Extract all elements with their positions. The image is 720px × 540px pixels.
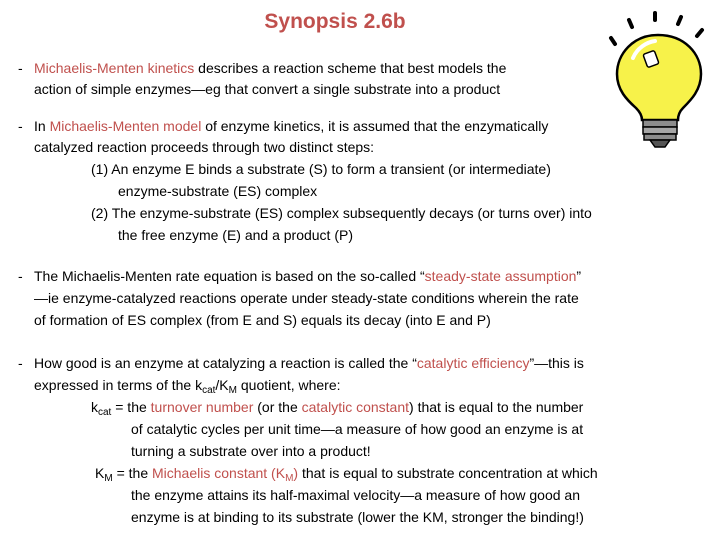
bullet1-line1: Michaelis-Menten kinetics describes a reaction scheme that best models the — [34, 60, 507, 76]
km-definition-cont: enzyme is at binding to its substrate (lower the KM, stronger the binding!) — [131, 509, 584, 525]
bullet2-step2-cont: the free enzyme (E) and a product (P) — [118, 227, 353, 243]
bullet-marker: - — [18, 60, 23, 76]
kcat-definition-cont: turning a substrate over into a product! — [131, 443, 371, 459]
bullet2-step1-cont: enzyme-substrate (ES) complex — [118, 183, 318, 199]
bullet4-line2: expressed in terms of the $k_{cat}/K_M$ quotient, where: — [34, 377, 341, 396]
bullet3-line3: of formation of ES complex (from E and S) equals its decay (into E and P) — [34, 312, 491, 328]
bullet3-line2: —ie enzyme-catalyzed reactions operate under steady-state conditions wherein the rate — [34, 290, 579, 306]
bullet2-step2: (2) The enzyme-substrate (ES) complex subsequently decays (or turns over) into — [91, 205, 592, 221]
bullet2-line2: catalyzed reaction proceeds through two distinct steps: — [34, 139, 375, 155]
bullet1-line2: action of simple enzymes—eg that convert a single substrate into a product — [34, 81, 501, 97]
bullet-marker: - — [18, 355, 23, 371]
bullet-marker: - — [18, 268, 23, 284]
kcat-definition-cont: of catalytic cycles per unit time—a measure of how good an enzyme is at — [131, 421, 584, 437]
light-bulb-icon — [605, 8, 717, 148]
bullet3-line1: The Michaelis-Menten rate equation is based on the so-called “steady-state assumption” — [34, 268, 582, 284]
bullet4-line1: How good is an enzyme at catalyzing a reaction is called the “catalytic efficiency”—this is — [34, 355, 584, 371]
slide-title: Synopsis 2.6b — [264, 10, 406, 33]
bullet-marker: - — [18, 118, 23, 134]
km-definition: $K_M$ = the Michaelis constant $(K_M)$ that is equal to substrate concentration at which — [95, 465, 598, 484]
kcat-definition: $k_{cat}$ = the turnover number (or the catalytic constant) that is equal to the number — [91, 399, 584, 418]
bullet2-step1: (1) An enzyme E binds a substrate (S) to form a transient (or intermediate) — [91, 161, 551, 177]
km-definition-cont: the enzyme attains its half-maximal velocity—a measure of how good an — [131, 487, 580, 503]
bullet2-line1: In Michaelis-Menten model of enzyme kinetics, it is assumed that the enzymatically — [34, 118, 549, 134]
